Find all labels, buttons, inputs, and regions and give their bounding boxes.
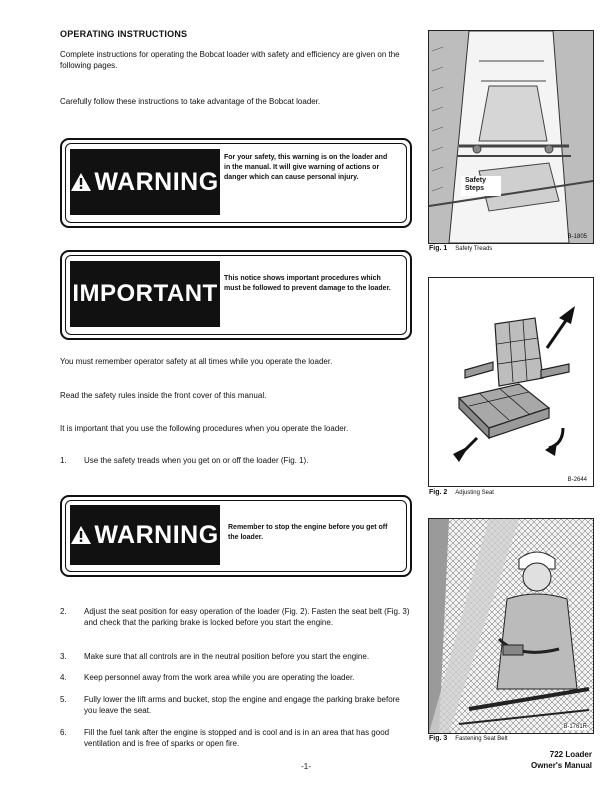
figure-code: B-1761R: [563, 724, 587, 730]
important-text: This notice shows important procedures which must be followed to prevent damage to the loader.: [224, 275, 391, 292]
important-notice: [60, 250, 412, 340]
intro-paragraph: Complete instructions for operating the Bobcat loader with safety and efficiency are given on the following pages.: [60, 50, 400, 70]
warning-badge-2: WARNING: [70, 505, 220, 565]
warning-triangle-icon: [71, 173, 91, 191]
list-item: 1. Use the safety treads when you get on or off the loader (Fig. 1).: [60, 456, 309, 465]
body-paragraph-2: Read the safety rules inside the front cover of this manual.: [60, 391, 267, 400]
figure-caption: Fig. 2 Adjusting Seat: [429, 489, 494, 496]
important-badge: IMPORTANT: [70, 261, 220, 327]
warning-notice-2: [60, 495, 412, 577]
figure-2-image: [428, 277, 594, 487]
footer-manual-title: Owner's Manual: [530, 761, 592, 770]
list-item: 2. Adjust the seat position for easy operation of the loader (Fig. 2). Fasten the seat belt (Fig. 3) and check that the parking brake is locked before you start the engine.: [60, 607, 410, 627]
body-paragraph: You must remember operator safety at all times while you operate the loader.: [60, 357, 333, 366]
figure-code: B-1805: [567, 234, 587, 240]
list-item: 3. Make sure that all controls are in the neutral position before you start the engine.: [60, 652, 370, 661]
list-item: 6. Fill the fuel tank after the engine is stopped and is cool and is in an area that has good ventilation and is free of sparks or open fire.: [60, 728, 390, 748]
figure-caption: Fig. 3 Fastening Seat Belt: [429, 735, 508, 742]
page-number: -1-: [301, 762, 311, 771]
warning-triangle-icon: [71, 526, 91, 544]
list-item: 5. Fully lower the lift arms and bucket, stop the engine and engage the parking brake before you leave the seat.: [60, 695, 400, 715]
warning-text: For your safety, this warning is on the loader and in the manual. It will give warning of actions or danger which can cause personal injury.: [224, 154, 388, 181]
page-title: OPERATING INSTRUCTIONS: [60, 29, 188, 39]
operator-seat-belt-illustration: [429, 519, 593, 733]
callout-label: Safety Steps: [465, 177, 487, 192]
figure-caption: Fig. 1 Safety Treads: [429, 245, 493, 252]
adjustable-seat-illustration: [429, 278, 593, 486]
body-paragraph-3: It is important that you use the following procedures when you operate the loader.: [60, 424, 349, 433]
warning-notice: [60, 138, 412, 228]
warning-badge: WARNING: [70, 149, 220, 215]
warning-text-2: Remember to stop the engine before you get off the loader.: [228, 524, 388, 541]
intro-paragraph-2: Carefully follow these instructions to take advantage of the Bobcat loader.: [60, 97, 321, 106]
figure-code: B-2644: [567, 477, 587, 483]
list-item: 4. Keep personnel away from the work area while you are operating the loader.: [60, 673, 355, 682]
footer-model: 722 Loader: [549, 750, 592, 759]
loader-safety-treads-illustration: [429, 31, 593, 243]
figure-1-image: [428, 30, 594, 244]
figure-3-image: [428, 518, 594, 734]
